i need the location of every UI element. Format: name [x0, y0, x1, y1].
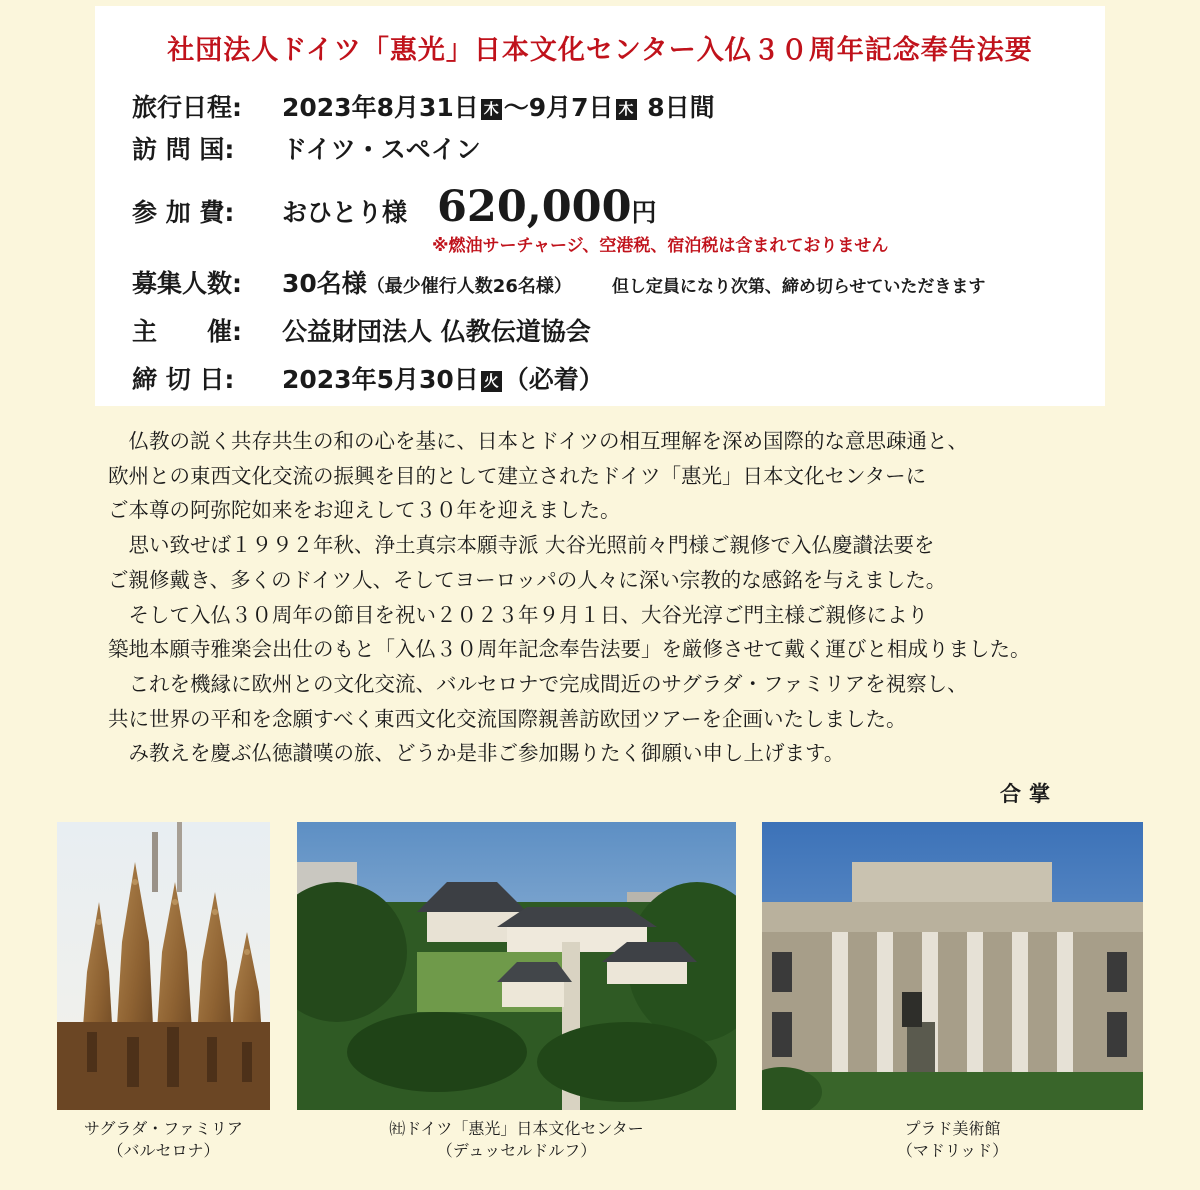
capacity-min: （最少催行人数26名様） [366, 276, 572, 297]
fee-label: 参 加 費: [132, 198, 235, 227]
capacity-note: 但し定員になり次第、締め切らせていただきます [611, 277, 986, 297]
prado-museum-photo [762, 822, 1143, 1110]
capacity-label: 募集人数: [132, 269, 242, 298]
body-line: ご本尊の阿弥陀如来をお迎えして３０年を迎えました。 [108, 498, 621, 523]
eko-center-image [297, 822, 736, 1110]
tour-info-box [95, 6, 1105, 406]
body-line: 欧州との東西文化交流の振興を目的として建立されたドイツ「惠光」日本文化センターに [108, 463, 927, 488]
body-line: 築地本願寺雅楽会出仕のもと「入仏３０周年記念奉告法要」を厳修させて戴く運びと相成りました。 [108, 637, 1031, 662]
start-day-badge: 木 [481, 99, 502, 120]
fee-note: ※燃油サーチャージ、空港税、宿泊税は含まれておりません [432, 236, 889, 256]
sagrada-familia-image [57, 822, 270, 1110]
eko-center-photo [297, 822, 736, 1110]
organizer-row [132, 312, 591, 348]
sagrada-familia-photo [57, 822, 270, 1110]
body-line: これを機縁に欧州との文化交流、バルセロナで完成間近のサグラダ・ファミリアを視察し、 [108, 671, 968, 696]
deadline-value: 2023年5月30日 火 （必着） [282, 365, 604, 394]
body-line: 仏教の説く共存共生の和の心を基に、日本とドイツの相互理解を深め国際的な意思疎通と、 [108, 429, 968, 453]
prado-museum-image [762, 822, 1143, 1110]
caption-prado: プラド美術館 （マドリッド） [896, 1119, 1009, 1160]
body-line: み教えを慶ぶ仏徳讃嘆の旅、どうか是非ご参加賜りたく御願い申し上げます。 [108, 741, 845, 766]
fee-per: おひとり様 [282, 198, 408, 227]
schedule-value: 2023年8月31日 木 ～9月7日 木 8日間 [282, 93, 715, 122]
schedule-label: 旅行日程: [132, 93, 242, 122]
closing: 合掌 [1000, 781, 1058, 806]
caption-eko-center: ㈳ドイツ「惠光」日本文化センター （デュッセルドルフ） [389, 1119, 644, 1160]
body-line: ご親修戴き、多くのドイツ人、そしてヨーロッパの人々に深い宗教的な感銘を与えました。 [108, 567, 947, 592]
end-day-badge: 木 [616, 99, 637, 120]
fee-unit: 円 [631, 198, 657, 227]
organizer-label: 主 催: [132, 317, 242, 346]
fee-amount: 620,000 [437, 182, 632, 232]
organizer-value: 公益財団法人 仏教伝道協会 [282, 317, 591, 346]
countries-row [132, 130, 481, 166]
fee-row [132, 182, 657, 232]
headline: 社団法人ドイツ「惠光」日本文化センター入仏３０周年記念奉告法要 [167, 35, 1033, 66]
body-line: 思い致せば１９９２年秋、浄土真宗本願寺派 大谷光照前々門様ご親修で入仏慶讃法要を [108, 533, 935, 558]
deadline-day-badge: 火 [481, 371, 502, 392]
body-line: 共に世界の平和を念願すべく東西文化交流国際親善訪欧団ツアーを企画いたしました。 [108, 706, 907, 731]
countries-label: 訪 問 国: [132, 135, 235, 164]
deadline-row [132, 360, 604, 396]
body-text [108, 424, 1098, 771]
body-line: そして入仏３０周年の節目を祝い２０２３年９月１日、大谷光淳ご門主様ご親修により [108, 602, 928, 627]
caption-sagrada: サグラダ・ファミリア （バルセロナ） [84, 1119, 243, 1160]
deadline-label: 締 切 日: [132, 365, 235, 394]
duration: 8日間 [647, 93, 715, 122]
schedule-row [132, 88, 715, 124]
capacity-row [132, 264, 985, 300]
countries-value: ドイツ・スペイン [282, 135, 481, 164]
capacity-value: 30名様 [282, 269, 367, 298]
